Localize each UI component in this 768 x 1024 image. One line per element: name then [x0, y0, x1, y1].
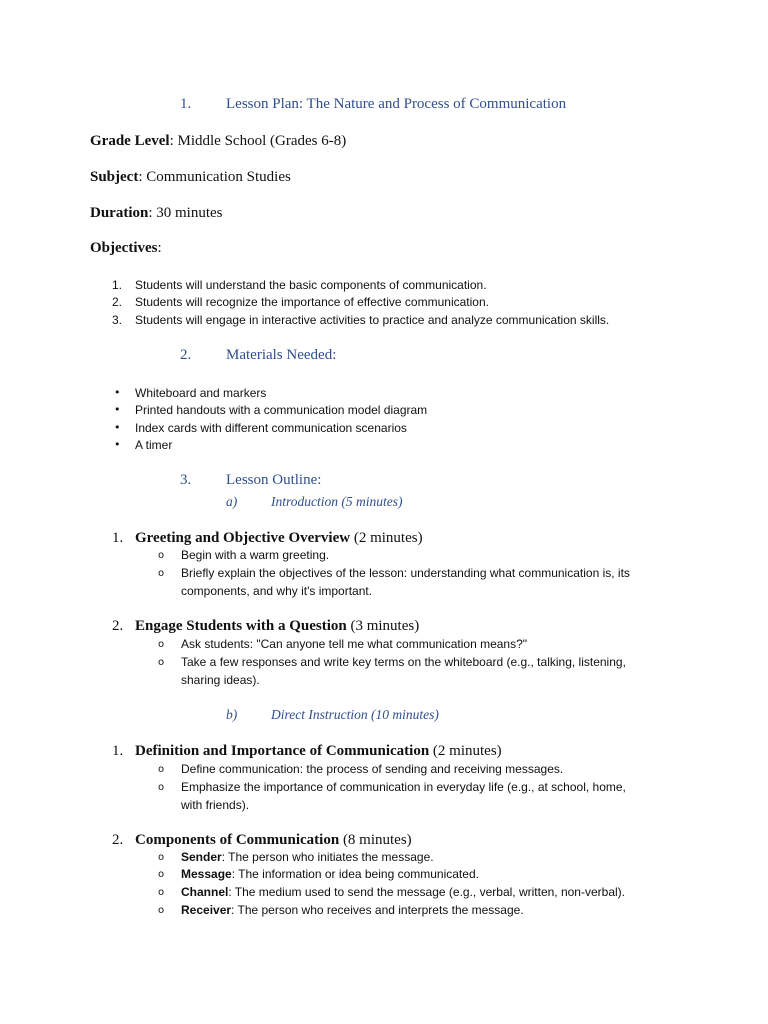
- component-definition: : The medium used to send the message (e.g., verbal, written, non-verbal).: [228, 885, 625, 899]
- subject-line: [90, 169, 291, 186]
- subject-label: Subject: [90, 169, 139, 185]
- subject-value: : Communication Studies: [138, 169, 291, 185]
- component-term: Receiver: [181, 903, 232, 917]
- objective-number: 3.: [112, 313, 123, 327]
- component-term: Channel: [181, 885, 229, 899]
- direct-item-heading: [135, 743, 502, 760]
- bullet-icon: •: [114, 438, 121, 451]
- intro-item-number: 2.: [112, 618, 124, 634]
- sub-bullet-text: Briefly explain the objectives of the lesson: understanding what communication is, its: [181, 566, 630, 580]
- objective-number: 2.: [112, 295, 123, 309]
- section-2-number: 2.: [180, 347, 192, 363]
- circle-bullet-icon: o: [158, 568, 165, 579]
- objective-text: Students will engage in interactive activities to practice and analyze communication skills.: [135, 313, 610, 327]
- circle-bullet-icon: o: [158, 657, 165, 668]
- circle-bullet-icon: o: [158, 782, 165, 793]
- bullet-icon: •: [114, 421, 121, 434]
- intro-item-title: Engage Students with a Question: [135, 618, 347, 634]
- intro-item-number: 1.: [112, 530, 124, 546]
- subsection-a-number: a): [226, 494, 238, 509]
- subsection-b-number: b): [226, 707, 238, 722]
- sub-bullet-text: Take a few responses and write key terms on the whiteboard (e.g., talking, listening,: [181, 655, 626, 669]
- circle-bullet-icon: o: [158, 852, 165, 863]
- component-term: Message: [181, 867, 232, 881]
- component-line: [181, 903, 524, 917]
- section-3-title: Lesson Outline:: [226, 472, 322, 488]
- bullet-icon: •: [114, 403, 121, 416]
- sub-bullet-text: sharing ideas).: [181, 673, 260, 687]
- objective-text: Students will understand the basic components of communication.: [135, 278, 487, 292]
- duration-label: Duration: [90, 205, 149, 221]
- intro-item-title: Greeting and Objective Overview: [135, 530, 351, 546]
- component-definition: : The person who initiates the message.: [221, 850, 434, 864]
- bullet-icon: •: [114, 386, 121, 399]
- direct-item-number: 2.: [112, 832, 124, 848]
- objectives-line: [90, 240, 162, 257]
- direct-item-number: 1.: [112, 743, 124, 759]
- objective-text: Students will recognize the importance of effective communication.: [135, 295, 489, 309]
- circle-bullet-icon: o: [158, 887, 165, 898]
- component-line: [181, 867, 479, 881]
- section-1-title: Lesson Plan: The Nature and Process of Communication: [226, 96, 567, 112]
- objective-number: 1.: [112, 278, 123, 292]
- section-1-number: 1.: [180, 96, 192, 112]
- circle-bullet-icon: o: [158, 905, 165, 916]
- component-line: [181, 850, 434, 864]
- duration-value: : 30 minutes: [148, 205, 223, 221]
- grade-level-line: [90, 133, 346, 150]
- circle-bullet-icon: o: [158, 639, 165, 650]
- material-item: A timer: [135, 438, 173, 452]
- circle-bullet-icon: o: [158, 869, 165, 880]
- component-definition: : The information or idea being communicated.: [231, 867, 479, 881]
- material-item: Index cards with different communication scenarios: [135, 421, 407, 435]
- duration-line: [90, 205, 223, 222]
- material-item: Printed handouts with a communication model diagram: [135, 403, 428, 417]
- grade-level-label: Grade Level: [90, 133, 170, 149]
- sub-bullet-text: Ask students: "Can anyone tell me what communication means?": [181, 637, 528, 651]
- component-definition: : The person who receives and interprets the message.: [231, 903, 524, 917]
- intro-item-duration: (3 minutes): [346, 618, 420, 634]
- component-line: [181, 885, 625, 899]
- circle-bullet-icon: o: [158, 764, 165, 775]
- grade-level-value: : Middle School (Grades 6-8): [169, 133, 347, 149]
- sub-bullet-text: components, and why it's important.: [181, 584, 373, 598]
- sub-bullet-text: with friends).: [181, 798, 250, 812]
- subsection-b-title: Direct Instruction (10 minutes): [271, 707, 439, 722]
- direct-item-title: Definition and Importance of Communication: [135, 743, 430, 759]
- direct-item-title: Components of Communication: [135, 832, 340, 848]
- intro-item-duration: (2 minutes): [350, 530, 423, 546]
- component-term: Sender: [181, 850, 222, 864]
- direct-item-heading: [135, 832, 412, 849]
- sub-bullet-text: Emphasize the importance of communication in everyday life (e.g., at school, home,: [181, 780, 626, 794]
- circle-bullet-icon: o: [158, 550, 165, 561]
- intro-item-heading: [135, 618, 419, 635]
- direct-item-duration: (8 minutes): [339, 832, 412, 848]
- intro-item-heading: [135, 530, 423, 547]
- sub-bullet-text: Begin with a warm greeting.: [181, 548, 330, 562]
- objectives-label: Objectives: [90, 240, 158, 256]
- direct-item-duration: (2 minutes): [429, 743, 502, 759]
- objectives-colon: :: [157, 240, 162, 256]
- subsection-a-title: Introduction (5 minutes): [271, 494, 403, 509]
- material-item: Whiteboard and markers: [135, 386, 267, 400]
- section-3-number: 3.: [180, 472, 192, 488]
- sub-bullet-text: Define communication: the process of sending and receiving messages.: [181, 762, 564, 776]
- section-2-title: Materials Needed:: [226, 347, 337, 363]
